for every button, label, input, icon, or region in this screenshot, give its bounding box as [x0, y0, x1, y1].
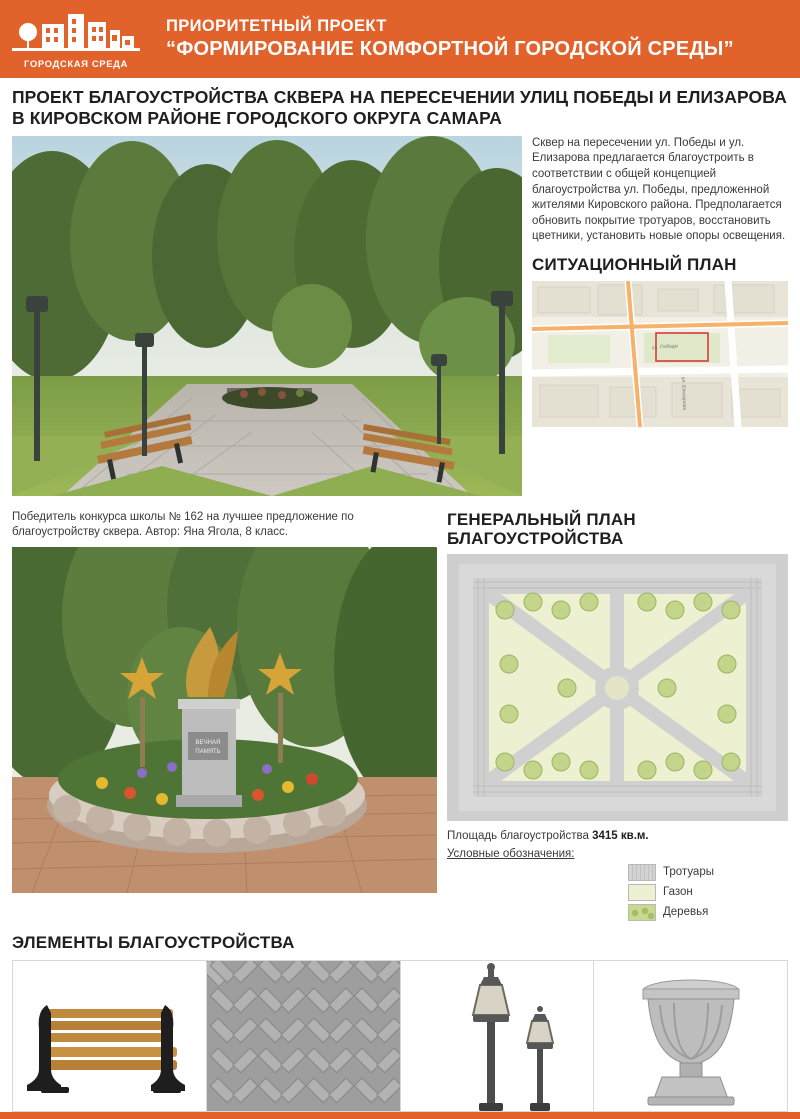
- logo-caption: ГОРОДСКАЯ СРЕДА: [18, 56, 134, 73]
- legend-title: Условные обозначения:: [447, 847, 575, 860]
- program-logo: [0, 0, 152, 78]
- logo-svg: [12, 6, 140, 56]
- svg-text:ул. Победы: ул. Победы: [651, 343, 679, 352]
- monument-rendering-svg: [12, 547, 437, 893]
- element-bench: [13, 961, 207, 1111]
- page-title: ПРОЕКТ БЛАГОУСТРОЙСТВА СКВЕРА НА ПЕРЕСЕЧЕНИИ УЛИЦ ПОБЕДЫ И ЕЛИЗАРОВА В КИРОВСКОМ РАЙОНЕ ГОРОДСКОГО ОКРУГА САМАРА: [12, 87, 787, 129]
- description-column: [532, 136, 788, 496]
- page-header: [0, 0, 800, 78]
- park-rendering-image: [12, 136, 522, 496]
- footer-accent-bar: [0, 1112, 800, 1119]
- general-plan-heading: ГЕНЕРАЛЬНЫЙ ПЛАН БЛАГОУСТРОЙСТВА: [447, 509, 636, 548]
- header-line-2: “ФОРМИРОВАНИЕ КОМФОРТНОЙ ГОРОДСКОЙ СРЕДЫ”: [166, 37, 734, 60]
- street-lamp-icon: [401, 961, 595, 1111]
- legend-label-walkways: Тротуары: [663, 866, 714, 879]
- contest-caption: Победитель конкурса школы № 162 на лучшее предложение по благоустройству сквера. Автор: Яна Ягола, 8 класс.: [12, 510, 354, 539]
- area-value: 3415 кв.м.: [592, 829, 649, 842]
- legend-label-lawn: Газон: [663, 886, 693, 899]
- general-plan-block: [447, 510, 788, 921]
- area-line: [447, 830, 788, 842]
- bench-icon: [13, 961, 207, 1111]
- lawn-swatch-icon: [628, 884, 656, 901]
- flower-vase-icon: [594, 961, 787, 1111]
- park-rendering-svg: [12, 136, 522, 496]
- situational-plan-svg: [532, 281, 788, 427]
- elements-gallery: [12, 960, 788, 1112]
- element-street-lamp: [401, 961, 595, 1111]
- legend: [447, 864, 788, 921]
- walkway-swatch-icon: [628, 864, 656, 881]
- header-title-block: [152, 0, 800, 78]
- trees-swatch-icon: [628, 904, 656, 921]
- middle-section: [12, 510, 788, 921]
- area-label: Площадь благоустройства: [447, 829, 589, 842]
- svg-text:ВЕЧНАЯ: ВЕЧНАЯ: [195, 739, 221, 746]
- element-flower-vase: [594, 961, 787, 1111]
- element-paving: [207, 961, 401, 1111]
- legend-item-trees: [628, 904, 788, 921]
- svg-text:ул. Елизарова: ул. Елизарова: [680, 376, 688, 411]
- legend-item-lawn: [628, 884, 788, 901]
- general-plan-svg: [447, 554, 788, 821]
- situational-plan-heading: СИТУАЦИОННЫЙ ПЛАН: [532, 255, 737, 275]
- header-line-1: ПРИОРИТЕТНЫЙ ПРОЕКТ: [166, 17, 387, 36]
- logo-city-icon: [12, 6, 140, 56]
- description-text: Сквер на пересечении ул. Победы и ул. Елизарова предлагается благоустроить в соответствии с общей концепцией благоустройства ул. Победы, предложенной жителями Кировского района. Предполагается обновить покрытие тротуаров, восстановить цветники, установить новые опоры освещения.: [532, 136, 786, 243]
- svg-text:ПАМЯТЬ: ПАМЯТЬ: [195, 748, 221, 755]
- legend-item-walkways: [628, 864, 788, 881]
- top-section: [12, 136, 788, 496]
- contest-block: [12, 510, 437, 921]
- situational-plan-map: [532, 281, 788, 427]
- page-content: [0, 136, 800, 1112]
- elements-heading: ЭЛЕМЕНТЫ БЛАГОУСТРОЙСТВА: [12, 932, 295, 952]
- legend-label-trees: Деревья: [663, 906, 709, 919]
- general-plan-drawing: [447, 554, 788, 821]
- monument-rendering-image: [12, 547, 437, 893]
- paving-icon: [207, 961, 401, 1111]
